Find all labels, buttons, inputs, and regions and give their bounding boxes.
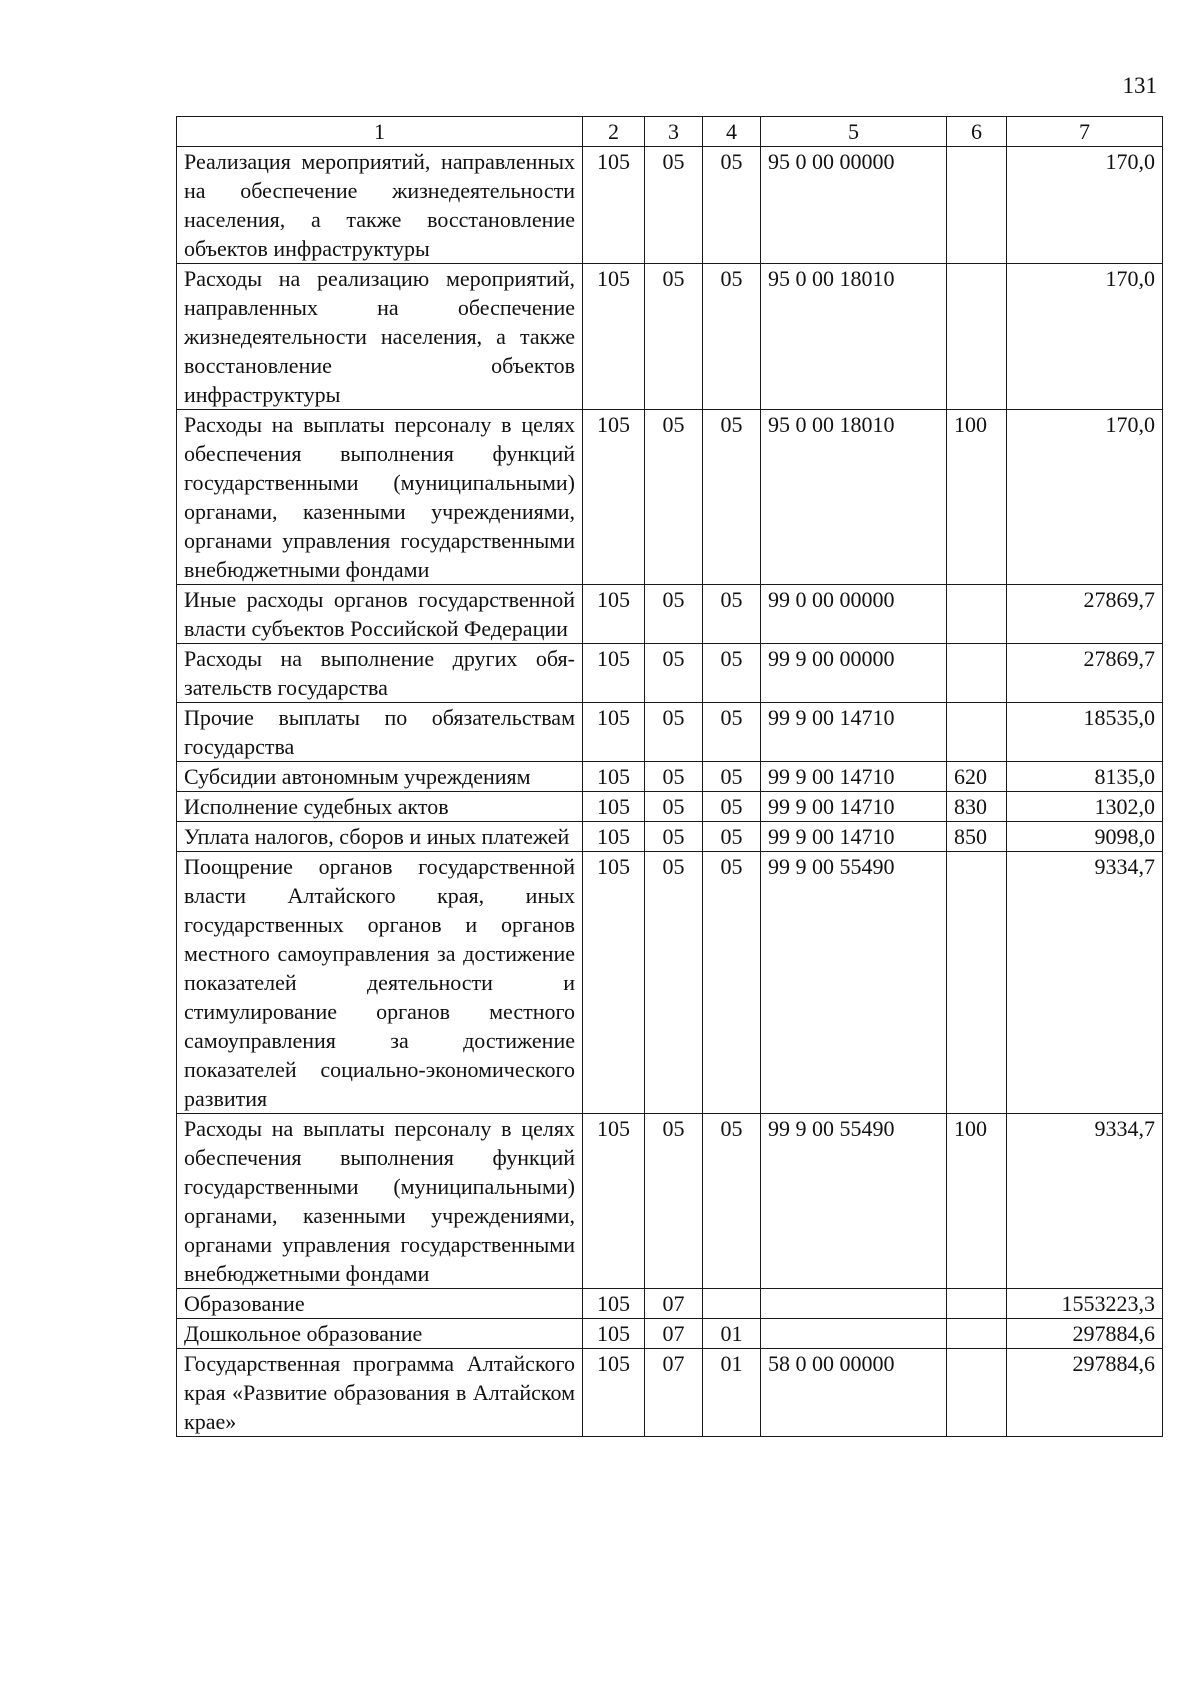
expense-type-cell bbox=[947, 1289, 1007, 1319]
table-row bbox=[177, 1319, 1163, 1349]
section-code-cell: 05 bbox=[645, 792, 703, 822]
expense-type-cell bbox=[947, 1319, 1007, 1349]
expense-name-cell: Образование bbox=[177, 1289, 583, 1319]
grbs-code-cell: 105 bbox=[583, 1289, 645, 1319]
amount-cell: 1553223,3 bbox=[1007, 1289, 1163, 1319]
amount-cell: 9098,0 bbox=[1007, 822, 1163, 852]
expense-name-cell: Дошкольное образование bbox=[177, 1319, 583, 1349]
column-number-4: 4 bbox=[703, 117, 761, 147]
grbs-code-cell: 105 bbox=[583, 1114, 645, 1289]
column-number-row bbox=[177, 117, 1163, 147]
grbs-code-cell: 105 bbox=[583, 585, 645, 644]
section-code-cell: 05 bbox=[645, 703, 703, 762]
expense-type-cell bbox=[947, 644, 1007, 703]
subsection-code-cell: 05 bbox=[703, 585, 761, 644]
grbs-code-cell: 105 bbox=[583, 703, 645, 762]
section-code-cell: 07 bbox=[645, 1289, 703, 1319]
expense-type-cell: 100 bbox=[947, 1114, 1007, 1289]
subsection-code-cell bbox=[703, 1289, 761, 1319]
subsection-code-cell: 05 bbox=[703, 147, 761, 264]
subsection-code-cell: 05 bbox=[703, 264, 761, 410]
grbs-code-cell: 105 bbox=[583, 264, 645, 410]
target-article-cell bbox=[761, 1319, 947, 1349]
column-number-5: 5 bbox=[761, 117, 947, 147]
target-article-cell: 99 9 00 14710 bbox=[761, 762, 947, 792]
table-row bbox=[177, 822, 1163, 852]
subsection-code-cell: 05 bbox=[703, 703, 761, 762]
subsection-code-cell: 05 bbox=[703, 1114, 761, 1289]
subsection-code-cell: 01 bbox=[703, 1349, 761, 1437]
column-number-2: 2 bbox=[583, 117, 645, 147]
section-code-cell: 05 bbox=[645, 822, 703, 852]
expense-type-cell bbox=[947, 1349, 1007, 1437]
table-row bbox=[177, 147, 1163, 264]
expense-name-cell: Реализация мероприятий, направленных на обеспечение жизнедеятельности населения, а также восстановление объектов инфраструктуры bbox=[177, 147, 583, 264]
expense-name-cell: Государственная программа Алтайского края «Развитие образования в Алтайском крае» bbox=[177, 1349, 583, 1437]
grbs-code-cell: 105 bbox=[583, 852, 645, 1114]
page-number: 131 bbox=[1122, 73, 1157, 98]
column-number-7: 7 bbox=[1007, 117, 1163, 147]
section-code-cell: 05 bbox=[645, 1114, 703, 1289]
target-article-cell: 58 0 00 00000 bbox=[761, 1349, 947, 1437]
grbs-code-cell: 105 bbox=[583, 147, 645, 264]
expense-name-cell: Расходы на выплаты персоналу в целях обеспечения выполнения функций государственными (муниципальными) органами, казенными учреждениями, органами управления государственными внебюджетными фондами bbox=[177, 1114, 583, 1289]
amount-cell: 297884,6 bbox=[1007, 1349, 1163, 1437]
subsection-code-cell: 05 bbox=[703, 410, 761, 585]
target-article-cell: 99 9 00 14710 bbox=[761, 822, 947, 852]
target-article-cell: 95 0 00 00000 bbox=[761, 147, 947, 264]
section-code-cell: 05 bbox=[645, 852, 703, 1114]
amount-cell: 170,0 bbox=[1007, 264, 1163, 410]
table-row bbox=[177, 264, 1163, 410]
expense-name-cell: Расходы на реализацию мероприятий, направленных на обеспечение жизнедеятельности населения, а также восстановление объектов инфраструктуры bbox=[177, 264, 583, 410]
section-code-cell: 07 bbox=[645, 1349, 703, 1437]
grbs-code-cell: 105 bbox=[583, 792, 645, 822]
expense-name-cell: Прочие выплаты по обязательствам государства bbox=[177, 703, 583, 762]
amount-cell: 8135,0 bbox=[1007, 762, 1163, 792]
grbs-code-cell: 105 bbox=[583, 762, 645, 792]
expense-type-cell: 620 bbox=[947, 762, 1007, 792]
amount-cell: 27869,7 bbox=[1007, 644, 1163, 703]
amount-cell: 9334,7 bbox=[1007, 852, 1163, 1114]
section-code-cell: 05 bbox=[645, 762, 703, 792]
table-row bbox=[177, 1289, 1163, 1319]
subsection-code-cell: 05 bbox=[703, 644, 761, 703]
grbs-code-cell: 105 bbox=[583, 410, 645, 585]
expense-name-cell: Поощрение органов государственной власти Алтайского края, иных государственных органов и органов местного самоуправления за достижение показателей деятельности и стимулирование органов местного самоуправления за достижение показателей социально-экономического развития bbox=[177, 852, 583, 1114]
amount-cell: 18535,0 bbox=[1007, 703, 1163, 762]
expense-type-cell bbox=[947, 703, 1007, 762]
amount-cell: 1302,0 bbox=[1007, 792, 1163, 822]
expense-name-cell: Уплата налогов, сборов и иных платежей bbox=[177, 822, 583, 852]
expense-type-cell bbox=[947, 147, 1007, 264]
amount-cell: 297884,6 bbox=[1007, 1319, 1163, 1349]
expense-name-cell: Иные расходы органов государственной власти субъектов Российской Федерации bbox=[177, 585, 583, 644]
column-number-6: 6 bbox=[947, 117, 1007, 147]
column-number-3: 3 bbox=[645, 117, 703, 147]
section-code-cell: 05 bbox=[645, 410, 703, 585]
expense-type-cell: 830 bbox=[947, 792, 1007, 822]
table-row bbox=[177, 1114, 1163, 1289]
expense-name-cell: Расходы на выплаты персоналу в целях обеспечения выполнения функций государственными (муниципальными) органами, казенными учреждениями, органами управления государственными внебюджетными фондами bbox=[177, 410, 583, 585]
section-code-cell: 07 bbox=[645, 1319, 703, 1349]
subsection-code-cell: 01 bbox=[703, 1319, 761, 1349]
subsection-code-cell: 05 bbox=[703, 792, 761, 822]
subsection-code-cell: 05 bbox=[703, 822, 761, 852]
table-row bbox=[177, 852, 1163, 1114]
expense-name-cell: Расходы на выполнение других обязательств государства bbox=[177, 644, 583, 703]
expense-name-cell: Субсидии автономным учреждениям bbox=[177, 762, 583, 792]
target-article-cell: 99 9 00 14710 bbox=[761, 792, 947, 822]
target-article-cell: 99 9 00 00000 bbox=[761, 644, 947, 703]
amount-cell: 27869,7 bbox=[1007, 585, 1163, 644]
table-row bbox=[177, 585, 1163, 644]
budget-table bbox=[176, 116, 1163, 1437]
section-code-cell: 05 bbox=[645, 147, 703, 264]
expense-type-cell bbox=[947, 585, 1007, 644]
amount-cell: 170,0 bbox=[1007, 410, 1163, 585]
table-body bbox=[177, 147, 1163, 1437]
column-number-1: 1 bbox=[177, 117, 583, 147]
table-row bbox=[177, 703, 1163, 762]
expense-type-cell: 100 bbox=[947, 410, 1007, 585]
expense-type-cell bbox=[947, 264, 1007, 410]
table-row bbox=[177, 644, 1163, 703]
section-code-cell: 05 bbox=[645, 264, 703, 410]
section-code-cell: 05 bbox=[645, 585, 703, 644]
target-article-cell: 99 9 00 55490 bbox=[761, 852, 947, 1114]
amount-cell: 9334,7 bbox=[1007, 1114, 1163, 1289]
target-article-cell bbox=[761, 1289, 947, 1319]
section-code-cell: 05 bbox=[645, 644, 703, 703]
expense-type-cell bbox=[947, 852, 1007, 1114]
grbs-code-cell: 105 bbox=[583, 1349, 645, 1437]
target-article-cell: 99 0 00 00000 bbox=[761, 585, 947, 644]
table-row bbox=[177, 1349, 1163, 1437]
target-article-cell: 95 0 00 18010 bbox=[761, 264, 947, 410]
grbs-code-cell: 105 bbox=[583, 644, 645, 703]
subsection-code-cell: 05 bbox=[703, 852, 761, 1114]
table-row bbox=[177, 762, 1163, 792]
subsection-code-cell: 05 bbox=[703, 762, 761, 792]
table-row bbox=[177, 792, 1163, 822]
amount-cell: 170,0 bbox=[1007, 147, 1163, 264]
table-row bbox=[177, 410, 1163, 585]
target-article-cell: 99 9 00 55490 bbox=[761, 1114, 947, 1289]
target-article-cell: 95 0 00 18010 bbox=[761, 410, 947, 585]
grbs-code-cell: 105 bbox=[583, 1319, 645, 1349]
expense-type-cell: 850 bbox=[947, 822, 1007, 852]
expense-name-cell: Исполнение судебных актов bbox=[177, 792, 583, 822]
target-article-cell: 99 9 00 14710 bbox=[761, 703, 947, 762]
grbs-code-cell: 105 bbox=[583, 822, 645, 852]
